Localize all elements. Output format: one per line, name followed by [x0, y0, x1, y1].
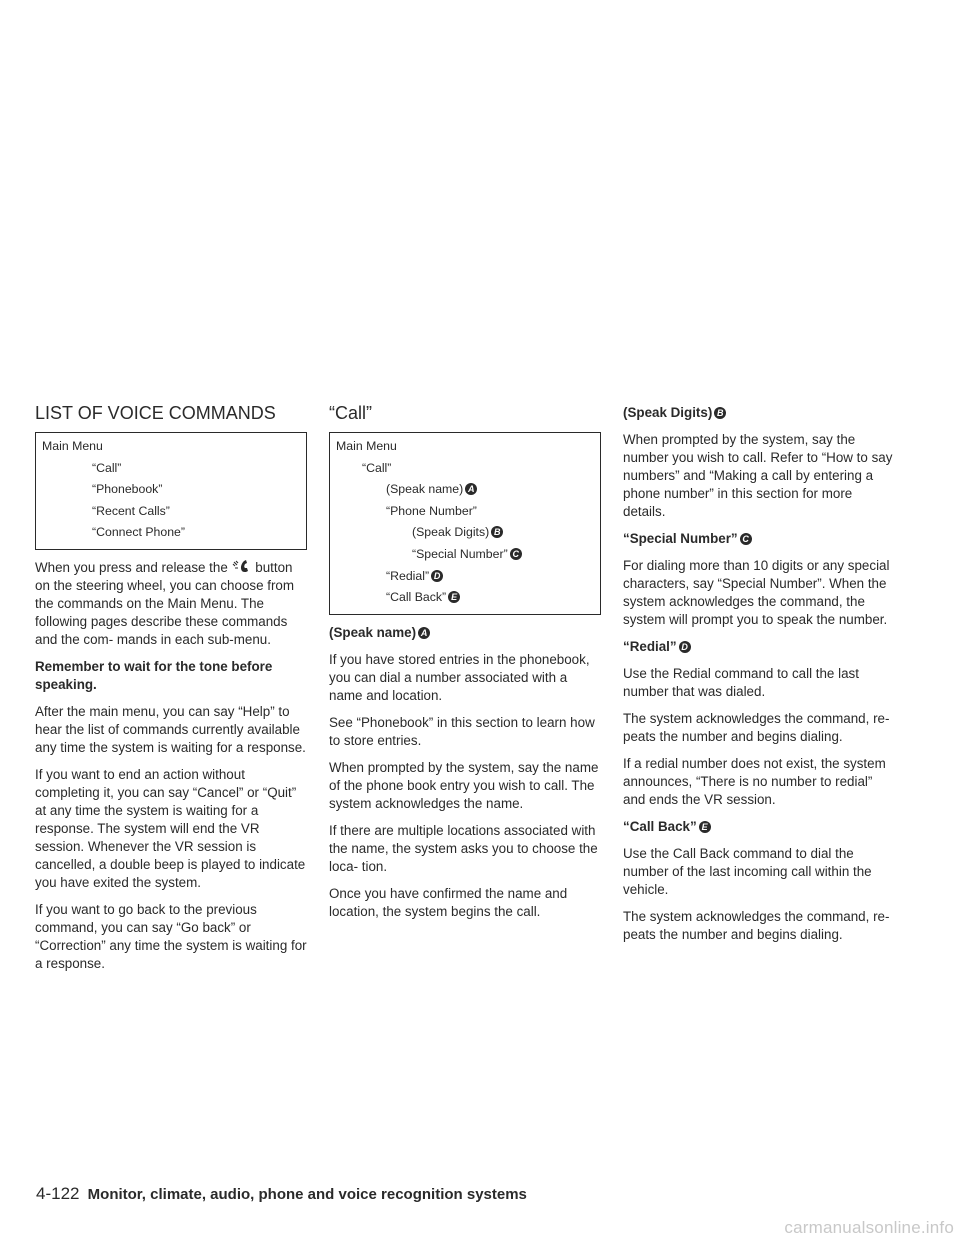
speak-name-heading: (Speak name) A	[329, 624, 601, 642]
call-heading: “Call”	[329, 403, 372, 423]
menu-item-phone-number: “Phone Number”	[386, 503, 477, 518]
marker-b: B	[714, 407, 726, 419]
menu-item-special-number: “Special Number” C	[336, 544, 600, 566]
menu-item-connect-phone: “Connect Phone”	[92, 525, 185, 540]
phone-voice-button-icon	[232, 559, 252, 573]
marker-b: B	[491, 526, 503, 538]
main-menu-box	[35, 432, 307, 550]
menu-item-call: “Call”	[362, 460, 392, 475]
tone-note: Remember to wait for the tone before speaking.	[35, 658, 273, 692]
speak-name-paragraph-5: Once you have confirmed the name and location, the system begins the call.	[329, 885, 568, 919]
menu-item-redial: “Redial” D	[336, 566, 600, 588]
marker-e: E	[448, 591, 460, 603]
speak-name-paragraph-2: See “Phonebook” in this section to learn how to store entries.	[329, 714, 595, 748]
marker-c: C	[510, 548, 522, 560]
speak-digits-paragraph: When prompted by the system, say the number you wish to call. Refer to “How to say numbers” and “Making a call by entering a phone number” in this section for more details.	[623, 432, 893, 519]
menu-root: Main Menu	[42, 439, 103, 453]
intro-paragraph: When you press and release the button on the steering wheel, you can choose from the commands on the Main Menu. The following pages describe these commands and the com- mands in each sub-menu.	[35, 559, 295, 647]
menu-item-call-back: “Call Back” E	[336, 587, 600, 609]
speak-name-paragraph-4: If there are multiple locations associated with the name, the system asks you to choose the loca- tion.	[329, 822, 598, 874]
help-paragraph: After the main menu, you can say “Help” to hear the list of commands currently available any time the system is waiting for a response.	[35, 703, 306, 755]
call-menu-box	[329, 432, 601, 615]
call-back-paragraph-1: Use the Call Back command to dial the number of the last incoming call within the vehicle.	[623, 846, 872, 897]
redial-paragraph-1: Use the Redial command to call the last number that was dialed.	[623, 666, 859, 699]
redial-heading: “Redial” D	[623, 638, 895, 656]
marker-a: A	[418, 627, 430, 639]
go-back-paragraph: If you want to go back to the previous command, you can say “Go back” or “Correction” any time the system is waiting for a response.	[35, 901, 307, 971]
menu-item-call: “Call”	[92, 460, 122, 475]
chapter-title: Monitor, climate, audio, phone and voice recognition systems	[87, 1186, 527, 1203]
call-back-heading: “Call Back” E	[623, 818, 895, 836]
menu-root: Main Menu	[336, 439, 397, 453]
marker-d: D	[679, 641, 691, 653]
menu-item-recent-calls: “Recent Calls”	[92, 503, 170, 518]
marker-a: A	[465, 483, 477, 495]
cancel-paragraph: If you want to end an action without completing it, you can say “Cancel” or “Quit” at any time the system is waiting for a response. The system will end the VR session. Whenever the VR session is cancelled, a double beep is played to indicate you have exited the system.	[35, 766, 306, 890]
speak-digits-heading: (Speak Digits) B	[623, 404, 895, 422]
redial-paragraph-2: The system acknowledges the command, re- peats the number and begins dialing.	[623, 711, 890, 744]
page-footer	[36, 1185, 527, 1204]
column-2	[329, 402, 601, 930]
call-back-paragraph-2: The system acknowledges the command, re- peats the number and begins dialing.	[623, 909, 890, 942]
special-number-heading: “Special Number” C	[623, 530, 895, 548]
redial-paragraph-3: If a redial number does not exist, the system announces, “There is no number to redial” and ends the VR session.	[623, 756, 886, 807]
watermark: carmanualsonline.info	[784, 1218, 954, 1237]
menu-item-phonebook: “Phonebook”	[92, 482, 163, 497]
menu-item-speak-digits: (Speak Digits) B	[336, 522, 600, 544]
column-1	[35, 402, 307, 982]
marker-c: C	[740, 533, 752, 545]
special-number-paragraph: For dialing more than 10 digits or any special characters, say “Special Number”. When the system acknowledges the command, the system will prompt you to speak the number.	[623, 558, 890, 627]
marker-d: D	[431, 570, 443, 582]
section-heading: LIST OF VOICE COMMANDS	[35, 403, 276, 423]
speak-name-paragraph-3: When prompted by the system, say the name of the phone book entry you wish to call. The system acknowledges the name.	[329, 759, 599, 811]
marker-e: E	[699, 821, 711, 833]
menu-item-speak-name: (Speak name) A	[336, 479, 600, 501]
speak-name-paragraph-1: If you have stored entries in the phonebook, you can dial a number associated with a name and location.	[329, 651, 590, 703]
page-number: 4-122	[36, 1184, 80, 1203]
column-3	[623, 402, 895, 953]
